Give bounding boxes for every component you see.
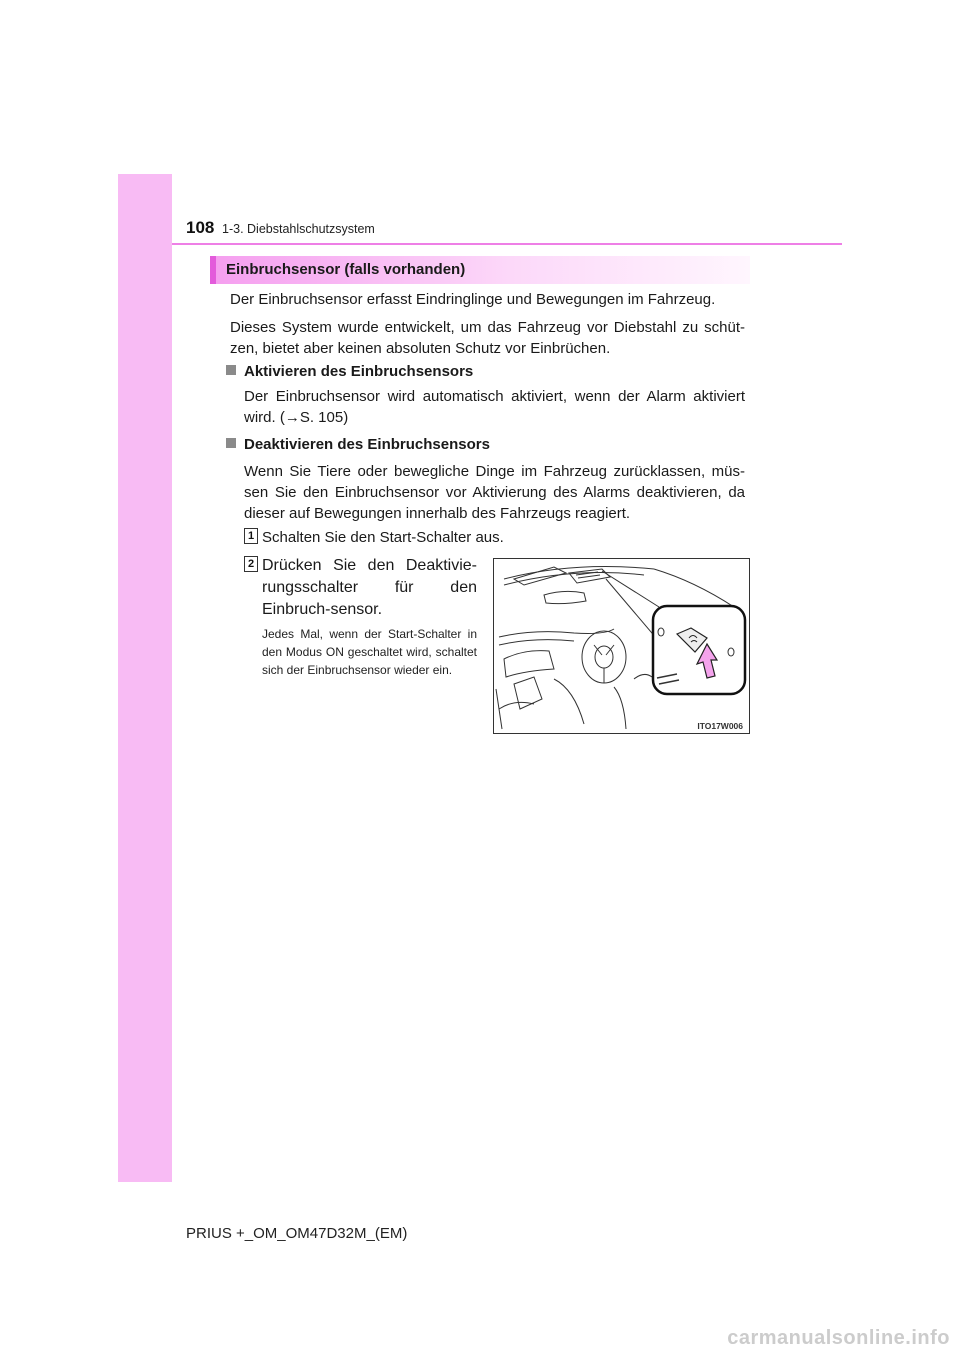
section-title-banner	[210, 256, 750, 284]
bullet-square-icon	[226, 438, 236, 448]
deactivate-text: Wenn Sie Tiere oder bewegliche Dinge im Fahrzeug zurücklassen, müs-sen Sie den Einbruchsensor vor Aktivierung des Alarms deaktivieren, da dieser auf Bewegungen innerhalb des Fahrzeugs reagiert.	[244, 463, 745, 522]
header-divider	[172, 243, 842, 245]
activate-heading	[226, 361, 473, 382]
activate-text: Der Einbruchsensor wird automatisch aktiviert, wenn der Alarm aktiviert wird. (→S. 105)	[244, 388, 745, 426]
deactivate-heading-text: Deaktivieren des Einbruchsensors	[244, 436, 490, 453]
section-title: Einbruchsensor (falls vorhanden)	[226, 261, 466, 278]
page-number: 108	[186, 218, 215, 237]
step-2-note: Jedes Mal, wenn der Start-Schalter in den Modus ON geschaltet wird, schaltet sich der Einbruchsensor wieder ein.	[262, 627, 477, 677]
switch-callout-detail	[651, 604, 747, 696]
interior-switch-illustration	[493, 558, 750, 734]
intro-paragraph-2: Dieses System wurde entwickelt, um das Fahrzeug vor Diebstahl zu schüt-zen, bietet aber keinen absoluten Schutz vor Einbrüchen.	[230, 319, 745, 357]
deactivate-heading	[226, 434, 490, 455]
figure-code: ITO17W006	[697, 721, 743, 731]
footer-document-id: PRIUS +_OM_OM47D32M_(EM)	[186, 1225, 408, 1242]
step-2-text: Drücken Sie den Deaktivie-rungsschalter für den Einbruch-sensor.	[262, 557, 477, 618]
bullet-square-icon	[226, 365, 236, 375]
watermark-text: carmanualsonline.info	[727, 1327, 950, 1349]
step-number-1: 1	[244, 528, 258, 544]
section-reference: 1-3. Diebstahlschutzsystem	[222, 222, 375, 236]
activate-heading-text: Aktivieren des Einbruchsensors	[244, 363, 474, 380]
side-color-tab	[118, 174, 172, 1182]
step-number-2: 2	[244, 556, 258, 572]
step-1-text: Schalten Sie den Start-Schalter aus.	[262, 529, 504, 546]
intro-paragraph-1: Der Einbruchsensor erfasst Eindringlinge und Bewegungen im Fahrzeug.	[230, 291, 716, 308]
